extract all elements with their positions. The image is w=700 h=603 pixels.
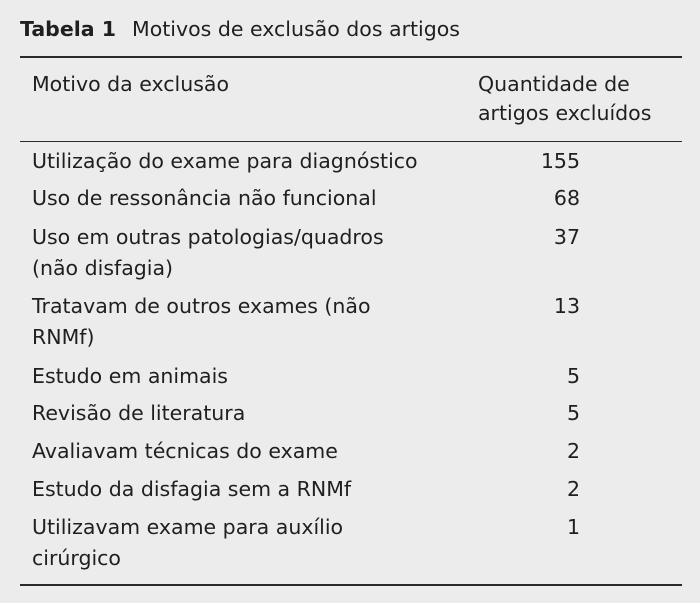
row-motivo-line1: Tratavam de outros exames (não [32, 294, 371, 318]
row-quantidade: 2 [566, 439, 580, 463]
row-motivo [32, 291, 462, 353]
table-number: Tabela 1 [20, 17, 117, 41]
row-motivo: Revisão de literatura [32, 401, 246, 425]
column-header-quantidade [478, 70, 678, 128]
row-quantidade: 155 [540, 149, 580, 173]
bottom-rule [20, 584, 682, 586]
row-motivo: Uso de ressonância não funcional [32, 186, 377, 210]
row-motivo: Estudo em animais [32, 364, 228, 388]
row-motivo-line1: Utilizavam exame para auxílio [32, 515, 344, 539]
row-motivo-line2: RNMf) [32, 325, 95, 349]
row-motivo [32, 222, 462, 284]
row-quantidade: 5 [566, 401, 580, 425]
row-quantidade: 37 [553, 225, 580, 249]
row-motivo: Utilização do exame para diagnóstico [32, 149, 418, 173]
header-rule [20, 141, 682, 142]
row-motivo: Avaliavam técnicas do exame [32, 439, 338, 463]
row-motivo-line1: Uso em outras patologias/quadros [32, 225, 384, 249]
row-quantidade: 2 [566, 477, 580, 501]
row-quantidade: 13 [553, 294, 580, 318]
column-header-quantidade-line1: Quantidade de [478, 72, 630, 96]
column-header-quantidade-line2: artigos excluídos [478, 101, 652, 125]
row-motivo: Estudo da disfagia sem a RNMf [32, 477, 352, 501]
table-caption [20, 14, 460, 44]
row-motivo-line2: cirúrgico [32, 546, 121, 570]
row-motivo [32, 512, 462, 574]
row-quantidade: 5 [566, 364, 580, 388]
row-quantidade: 1 [566, 515, 580, 539]
column-header-motivo: Motivo da exclusão [32, 72, 230, 96]
top-rule [20, 56, 682, 58]
row-motivo-line2: (não disfagia) [32, 256, 174, 280]
row-quantidade: 68 [553, 186, 580, 210]
table-title: Motivos de exclusão dos artigos [132, 17, 460, 41]
